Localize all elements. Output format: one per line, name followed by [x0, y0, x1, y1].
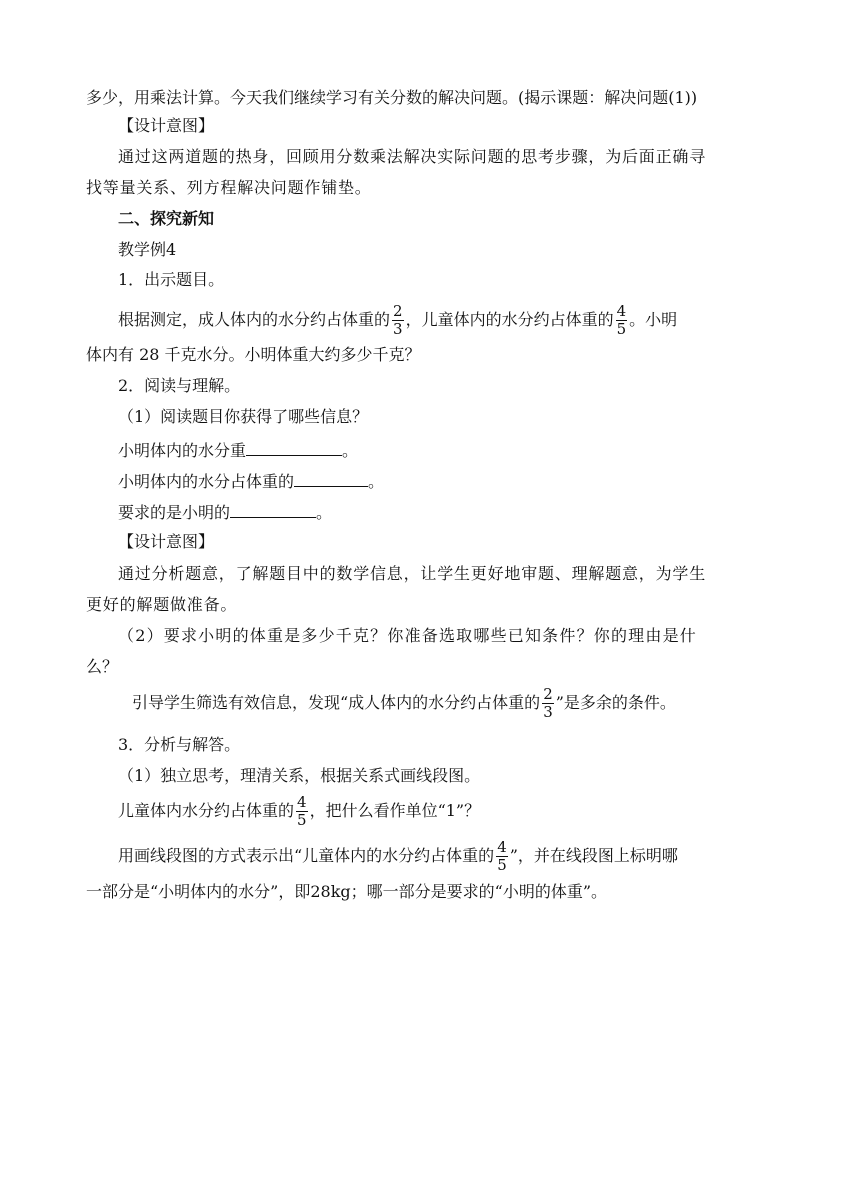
problem-text-a: 根据测定，成人体内的水分约占体重的	[118, 310, 391, 329]
guidance-line	[132, 685, 676, 721]
answer-blank[interactable]	[246, 437, 342, 456]
fraction-denominator: 3	[393, 320, 403, 338]
answer-blank[interactable]	[230, 499, 316, 518]
fill-blank-water-weight	[118, 437, 358, 463]
analysis-question-unit	[118, 793, 480, 829]
answer-blank[interactable]	[294, 468, 368, 487]
example-label: 教学例4	[118, 240, 177, 259]
fraction-two-thirds	[542, 687, 554, 720]
problem-line-1	[118, 302, 677, 338]
fraction-two-thirds	[392, 304, 404, 337]
fraction-four-fifths	[496, 840, 508, 873]
reading-question-1: （1）阅读题目你获得了哪些信息？	[118, 407, 369, 426]
fraction-numerator: 4	[297, 793, 307, 811]
fraction-numerator: 4	[616, 302, 627, 320]
step-3-heading: 3．分析与解答。	[118, 735, 241, 754]
fraction-denominator: 3	[543, 703, 553, 721]
reading-question-2-line-1: （2）要求小明的体重是多少千克？你准备选取哪些已知条件？你的理由是什	[118, 626, 697, 645]
paragraph-intent-1-line-2: 找等量关系、列方程解决问题作铺垫。	[86, 178, 372, 197]
fraction-denominator: 5	[297, 811, 307, 829]
paragraph-intent-2-line-2: 更好的解题做准备。	[86, 595, 238, 614]
reading-question-2-line-2: 么？	[86, 657, 119, 676]
analysis-text-a: 儿童体内水分约占体重的	[118, 801, 295, 820]
fill-blank-target	[118, 499, 332, 525]
problem-text-c: 。小明	[629, 310, 678, 329]
fill-blank-label: 要求的是小明的	[118, 503, 231, 522]
fill-blank-end: 。	[342, 441, 359, 460]
design-intent-heading-2: 【设计意图】	[118, 532, 215, 551]
fraction-numerator: 4	[497, 838, 507, 856]
fill-blank-water-ratio	[118, 468, 384, 494]
fraction-four-fifths	[616, 304, 628, 337]
paragraph-intro: 多少，用乘法计算。今天我们继续学习有关分数的解决问题。(揭示课题：解决问题(1))	[86, 88, 698, 107]
fill-blank-label: 小明体内的水分占体重的	[118, 472, 295, 491]
fraction-denominator: 5	[497, 856, 507, 874]
problem-line-2: 体内有 28 千克水分。小明体重大约多少千克？	[86, 345, 421, 364]
analysis-item-1: （1）独立思考，理清关系，根据关系式画线段图。	[118, 766, 481, 785]
analysis-text-b: ，把什么看作单位“1”？	[309, 801, 481, 820]
drawing-instruction-line-2: 一部分是“小明体内的水分”，即28kg；哪一部分是要求的“小明的体重”。	[86, 882, 608, 901]
drawing-text-a: 用画线段图的方式表示出“儿童体内的水分约占体重的	[118, 846, 495, 865]
step-2-heading: 2．阅读与理解。	[118, 376, 241, 395]
fraction-denominator: 5	[616, 320, 627, 338]
fill-blank-end: 。	[316, 503, 333, 522]
paragraph-intent-1-line-1: 通过这两道题的热身，回顾用分数乘法解决实际问题的思考步骤，为后面正确寻	[118, 147, 707, 166]
problem-text-b: ，儿童体内的水分约占体重的	[405, 310, 614, 329]
design-intent-heading-1: 【设计意图】	[118, 116, 215, 135]
fill-blank-end: 。	[368, 472, 385, 491]
guidance-text-a: 引导学生筛选有效信息，发现“成人体内的水分约占体重的	[132, 693, 541, 712]
fraction-numerator: 2	[543, 685, 553, 703]
fill-blank-label: 小明体内的水分重	[118, 441, 247, 460]
section-heading-explore: 二、探究新知	[118, 209, 215, 228]
guidance-text-b: ”是多余的条件。	[555, 693, 676, 712]
drawing-instruction-line-1	[118, 838, 678, 874]
drawing-text-b: ”，并在线段图上标明哪	[509, 846, 678, 865]
step-1-heading: 1．出示题目。	[118, 270, 225, 289]
fraction-numerator: 2	[393, 302, 403, 320]
fraction-four-fifths	[296, 795, 308, 828]
paragraph-intent-2-line-1: 通过分析题意，了解题目中的数学信息，让学生更好地审题、理解题意，为学生	[118, 564, 707, 583]
